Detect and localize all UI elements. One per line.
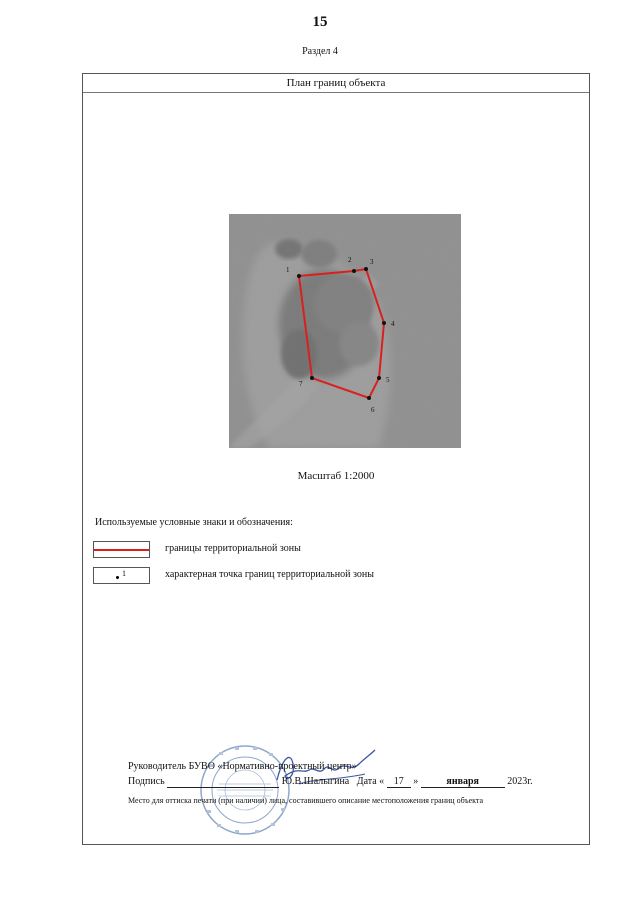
boundary-point-label-5: 5 — [386, 376, 390, 384]
legend-item-point — [93, 567, 573, 585]
boundary-point-1 — [297, 274, 301, 278]
date-year: 2023г. — [507, 776, 533, 787]
boundary-point-label-2: 2 — [348, 256, 352, 264]
aerial-map — [229, 214, 461, 448]
boundary-point-label-6: 6 — [371, 406, 375, 414]
boundary-point-label-4: 4 — [391, 320, 395, 328]
point-icon — [116, 576, 119, 579]
legend-item-boundary — [93, 541, 573, 559]
date-month: января — [421, 776, 505, 788]
boundary-point-2 — [352, 269, 356, 273]
sign-label: Подпись — [128, 776, 165, 787]
date-separator: » — [413, 776, 419, 787]
boundary-point-label-3: 3 — [370, 258, 374, 266]
page-number: 15 — [312, 14, 328, 30]
signature-line — [128, 776, 533, 788]
boundary-point-4 — [382, 321, 386, 325]
signer-name: Ю.В.Шалыгина — [281, 776, 350, 787]
plan-title: План границ объекта — [83, 74, 589, 93]
plan-frame — [82, 73, 590, 845]
boundary-point-6 — [367, 396, 371, 400]
boundary-point-3 — [364, 267, 368, 271]
boundary-point-label-1: 1 — [286, 266, 290, 274]
legend-text: характерная точка границ территориальной зоны — [165, 569, 374, 580]
legend-text: границы территориальной зоны — [165, 543, 301, 554]
section-title: Раздел 4 — [302, 46, 338, 57]
date-label: Дата « — [356, 776, 385, 787]
legend-symbol-box — [93, 541, 150, 558]
boundary-point-7 — [310, 376, 314, 380]
boundary-point-label-7: 7 — [299, 380, 303, 388]
map-scale: Масштаб 1:2000 — [297, 470, 375, 482]
legend-symbol-box — [93, 567, 150, 584]
legend-title: Используемые условные знаки и обозначения: — [95, 517, 293, 528]
stamp-note: Место для оттиска печати (при наличии) лица, составившего описание местоположения границ объекта — [128, 796, 484, 805]
red-line-icon — [94, 549, 149, 551]
boundary-point-5 — [377, 376, 381, 380]
signature-blank — [167, 776, 279, 788]
legend-point-label: 1 — [122, 569, 126, 578]
date-day: 17 — [387, 776, 411, 788]
signer-position: Руководитель БУВО «Нормативно-проектный центр» — [128, 761, 357, 772]
